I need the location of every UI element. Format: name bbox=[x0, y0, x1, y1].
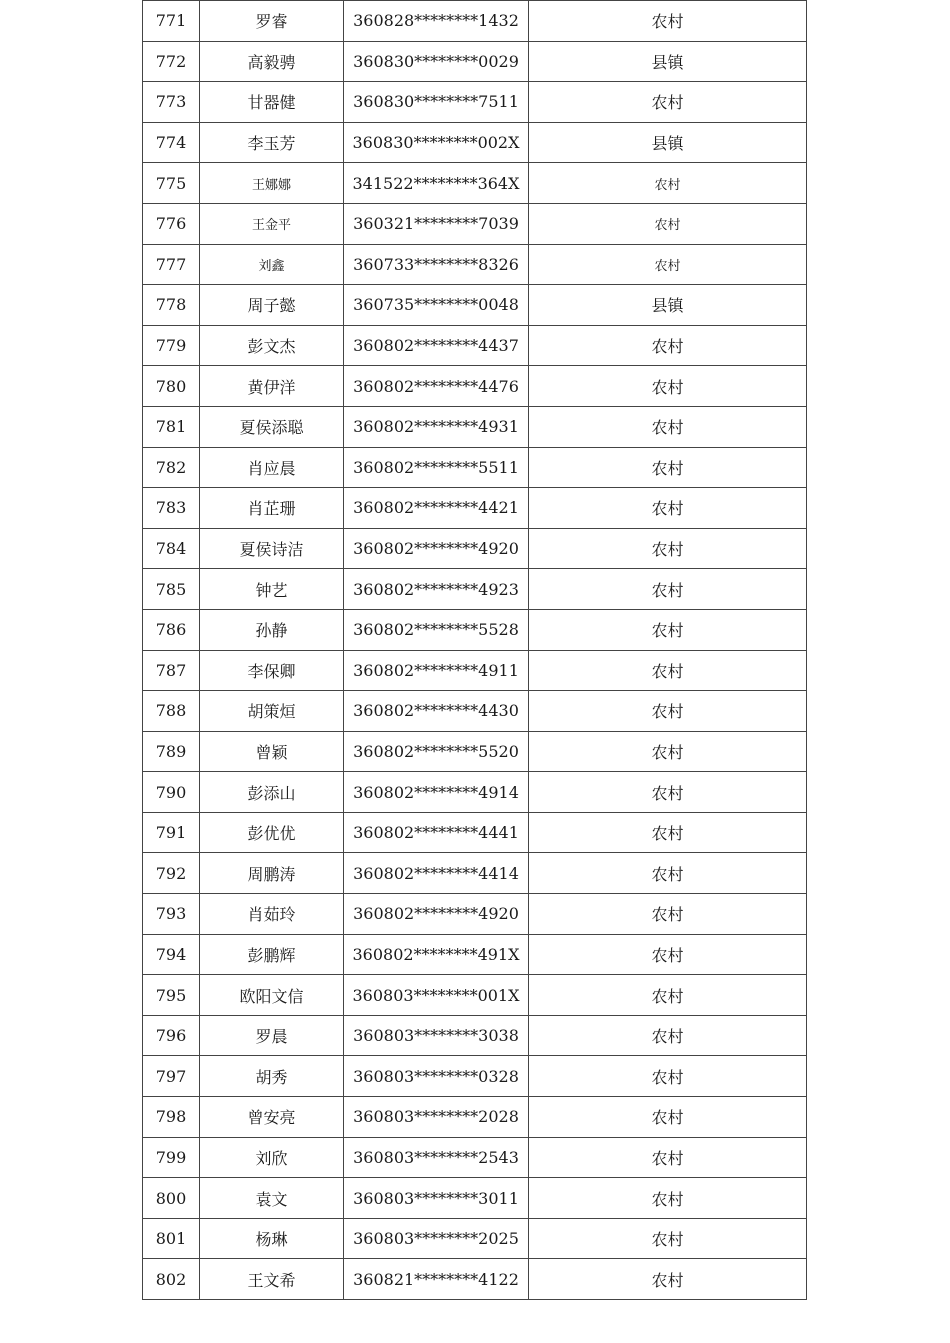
row-number-cell: 781 bbox=[143, 406, 200, 447]
id-number-cell: 360802********5528 bbox=[344, 609, 529, 650]
id-number-cell: 360802********4931 bbox=[344, 406, 529, 447]
row-number-cell: 777 bbox=[143, 244, 200, 285]
name-cell: 肖芷珊 bbox=[200, 488, 344, 529]
household-type-cell: 农村 bbox=[529, 244, 807, 285]
table-row bbox=[143, 203, 807, 244]
id-number-cell: 360802********4437 bbox=[344, 325, 529, 366]
name-cell: 胡策烜 bbox=[200, 691, 344, 732]
household-type-cell: 农村 bbox=[529, 1259, 807, 1300]
household-type-cell: 农村 bbox=[529, 812, 807, 853]
row-number-cell: 790 bbox=[143, 772, 200, 813]
name-cell: 周鹏涛 bbox=[200, 853, 344, 894]
table-row bbox=[143, 1015, 807, 1056]
name-cell: 李玉芳 bbox=[200, 122, 344, 163]
id-number-cell: 360321********7039 bbox=[344, 203, 529, 244]
table-row bbox=[143, 528, 807, 569]
name-cell: 罗晨 bbox=[200, 1015, 344, 1056]
row-number-cell: 799 bbox=[143, 1137, 200, 1178]
household-type-cell: 农村 bbox=[529, 1218, 807, 1259]
name-cell: 彭文杰 bbox=[200, 325, 344, 366]
table-row bbox=[143, 1178, 807, 1219]
household-type-cell: 县镇 bbox=[529, 285, 807, 326]
roster-table bbox=[142, 0, 807, 1300]
name-cell: 曾安亮 bbox=[200, 1097, 344, 1138]
id-number-cell: 360803********0328 bbox=[344, 1056, 529, 1097]
name-cell: 夏侯诗洁 bbox=[200, 528, 344, 569]
id-number-cell: 360802********4914 bbox=[344, 772, 529, 813]
household-type-cell: 农村 bbox=[529, 691, 807, 732]
row-number-cell: 788 bbox=[143, 691, 200, 732]
table-row bbox=[143, 1137, 807, 1178]
table-row bbox=[143, 406, 807, 447]
name-cell: 夏侯添聪 bbox=[200, 406, 344, 447]
row-number-cell: 784 bbox=[143, 528, 200, 569]
household-type-cell: 农村 bbox=[529, 1178, 807, 1219]
row-number-cell: 778 bbox=[143, 285, 200, 326]
table-row bbox=[143, 609, 807, 650]
household-type-cell: 农村 bbox=[529, 731, 807, 772]
row-number-cell: 782 bbox=[143, 447, 200, 488]
name-cell: 高毅骋 bbox=[200, 41, 344, 82]
name-cell: 欧阳文信 bbox=[200, 975, 344, 1016]
table-row bbox=[143, 772, 807, 813]
row-number-cell: 774 bbox=[143, 122, 200, 163]
table-row bbox=[143, 1097, 807, 1138]
row-number-cell: 789 bbox=[143, 731, 200, 772]
household-type-cell: 农村 bbox=[529, 934, 807, 975]
household-type-cell: 农村 bbox=[529, 447, 807, 488]
name-cell: 杨琳 bbox=[200, 1218, 344, 1259]
name-cell: 曾颖 bbox=[200, 731, 344, 772]
household-type-cell: 农村 bbox=[529, 1015, 807, 1056]
name-cell: 肖茹玲 bbox=[200, 894, 344, 935]
row-number-cell: 785 bbox=[143, 569, 200, 610]
name-cell: 黄伊洋 bbox=[200, 366, 344, 407]
row-number-cell: 773 bbox=[143, 82, 200, 123]
row-number-cell: 775 bbox=[143, 163, 200, 204]
name-cell: 彭优优 bbox=[200, 812, 344, 853]
id-number-cell: 360830********0029 bbox=[344, 41, 529, 82]
table-row bbox=[143, 894, 807, 935]
name-cell: 袁文 bbox=[200, 1178, 344, 1219]
table-row bbox=[143, 1259, 807, 1300]
row-number-cell: 791 bbox=[143, 812, 200, 853]
id-number-cell: 360802********5520 bbox=[344, 731, 529, 772]
row-number-cell: 801 bbox=[143, 1218, 200, 1259]
table-row bbox=[143, 1, 807, 42]
name-cell: 王文希 bbox=[200, 1259, 344, 1300]
id-number-cell: 360803********3011 bbox=[344, 1178, 529, 1219]
id-number-cell: 360802********4920 bbox=[344, 894, 529, 935]
household-type-cell: 农村 bbox=[529, 650, 807, 691]
id-number-cell: 360830********002X bbox=[344, 122, 529, 163]
table-row bbox=[143, 975, 807, 1016]
name-cell: 刘欣 bbox=[200, 1137, 344, 1178]
row-number-cell: 780 bbox=[143, 366, 200, 407]
household-type-cell: 农村 bbox=[529, 528, 807, 569]
table-row bbox=[143, 569, 807, 610]
row-number-cell: 787 bbox=[143, 650, 200, 691]
row-number-cell: 793 bbox=[143, 894, 200, 935]
name-cell: 钟艺 bbox=[200, 569, 344, 610]
household-type-cell: 农村 bbox=[529, 325, 807, 366]
table-row bbox=[143, 1218, 807, 1259]
row-number-cell: 796 bbox=[143, 1015, 200, 1056]
household-type-cell: 县镇 bbox=[529, 41, 807, 82]
row-number-cell: 802 bbox=[143, 1259, 200, 1300]
id-number-cell: 341522********364X bbox=[344, 163, 529, 204]
household-type-cell: 农村 bbox=[529, 975, 807, 1016]
id-number-cell: 360802********4441 bbox=[344, 812, 529, 853]
table-row bbox=[143, 325, 807, 366]
household-type-cell: 农村 bbox=[529, 488, 807, 529]
name-cell: 王娜娜 bbox=[200, 163, 344, 204]
name-cell: 周子懿 bbox=[200, 285, 344, 326]
household-type-cell: 农村 bbox=[529, 1137, 807, 1178]
table-row bbox=[143, 812, 807, 853]
row-number-cell: 783 bbox=[143, 488, 200, 529]
household-type-cell: 农村 bbox=[529, 1056, 807, 1097]
name-cell: 王金平 bbox=[200, 203, 344, 244]
table-row bbox=[143, 244, 807, 285]
id-number-cell: 360802********4430 bbox=[344, 691, 529, 732]
id-number-cell: 360828********1432 bbox=[344, 1, 529, 42]
table-row bbox=[143, 41, 807, 82]
id-number-cell: 360735********0048 bbox=[344, 285, 529, 326]
table-row bbox=[143, 366, 807, 407]
name-cell: 刘鑫 bbox=[200, 244, 344, 285]
name-cell: 彭添山 bbox=[200, 772, 344, 813]
household-type-cell: 农村 bbox=[529, 406, 807, 447]
name-cell: 胡秀 bbox=[200, 1056, 344, 1097]
table-row bbox=[143, 285, 807, 326]
row-number-cell: 772 bbox=[143, 41, 200, 82]
row-number-cell: 779 bbox=[143, 325, 200, 366]
row-number-cell: 795 bbox=[143, 975, 200, 1016]
row-number-cell: 794 bbox=[143, 934, 200, 975]
id-number-cell: 360803********2028 bbox=[344, 1097, 529, 1138]
table-row bbox=[143, 691, 807, 732]
name-cell: 孙静 bbox=[200, 609, 344, 650]
table-row bbox=[143, 934, 807, 975]
row-number-cell: 776 bbox=[143, 203, 200, 244]
table-row bbox=[143, 163, 807, 204]
row-number-cell: 797 bbox=[143, 1056, 200, 1097]
household-type-cell: 农村 bbox=[529, 772, 807, 813]
name-cell: 彭鹏辉 bbox=[200, 934, 344, 975]
id-number-cell: 360802********4920 bbox=[344, 528, 529, 569]
name-cell: 李保卿 bbox=[200, 650, 344, 691]
household-type-cell: 农村 bbox=[529, 203, 807, 244]
roster-table-body bbox=[143, 1, 807, 1300]
id-number-cell: 360802********491X bbox=[344, 934, 529, 975]
table-row bbox=[143, 1056, 807, 1097]
name-cell: 甘器健 bbox=[200, 82, 344, 123]
id-number-cell: 360802********4421 bbox=[344, 488, 529, 529]
table-row bbox=[143, 122, 807, 163]
household-type-cell: 农村 bbox=[529, 82, 807, 123]
table-row bbox=[143, 488, 807, 529]
id-number-cell: 360802********4476 bbox=[344, 366, 529, 407]
table-row bbox=[143, 731, 807, 772]
id-number-cell: 360821********4122 bbox=[344, 1259, 529, 1300]
name-cell: 肖应晨 bbox=[200, 447, 344, 488]
id-number-cell: 360803********001X bbox=[344, 975, 529, 1016]
table-row bbox=[143, 447, 807, 488]
table-row bbox=[143, 650, 807, 691]
household-type-cell: 农村 bbox=[529, 853, 807, 894]
household-type-cell: 农村 bbox=[529, 1097, 807, 1138]
household-type-cell: 农村 bbox=[529, 609, 807, 650]
household-type-cell: 农村 bbox=[529, 366, 807, 407]
id-number-cell: 360733********8326 bbox=[344, 244, 529, 285]
id-number-cell: 360803********3038 bbox=[344, 1015, 529, 1056]
household-type-cell: 农村 bbox=[529, 894, 807, 935]
household-type-cell: 农村 bbox=[529, 569, 807, 610]
row-number-cell: 800 bbox=[143, 1178, 200, 1219]
id-number-cell: 360802********4414 bbox=[344, 853, 529, 894]
id-number-cell: 360803********2025 bbox=[344, 1218, 529, 1259]
row-number-cell: 792 bbox=[143, 853, 200, 894]
table-row bbox=[143, 82, 807, 123]
row-number-cell: 771 bbox=[143, 1, 200, 42]
household-type-cell: 县镇 bbox=[529, 122, 807, 163]
id-number-cell: 360802********4923 bbox=[344, 569, 529, 610]
household-type-cell: 农村 bbox=[529, 163, 807, 204]
household-type-cell: 农村 bbox=[529, 1, 807, 42]
id-number-cell: 360802********5511 bbox=[344, 447, 529, 488]
row-number-cell: 798 bbox=[143, 1097, 200, 1138]
id-number-cell: 360803********2543 bbox=[344, 1137, 529, 1178]
id-number-cell: 360830********7511 bbox=[344, 82, 529, 123]
table-row bbox=[143, 853, 807, 894]
name-cell: 罗睿 bbox=[200, 1, 344, 42]
id-number-cell: 360802********4911 bbox=[344, 650, 529, 691]
row-number-cell: 786 bbox=[143, 609, 200, 650]
